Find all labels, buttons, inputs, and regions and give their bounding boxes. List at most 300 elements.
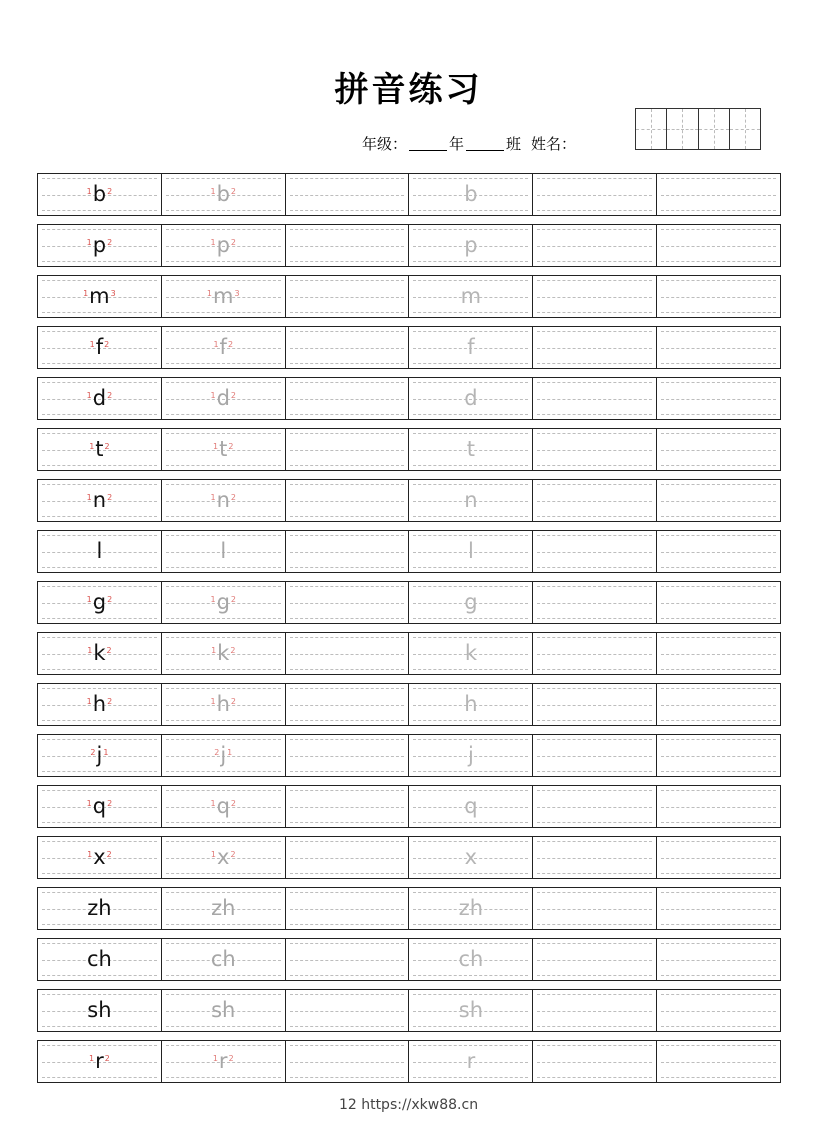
pinyin-letter: sh	[458, 998, 484, 1022]
stroke-order-number: 2	[230, 492, 236, 502]
trace-letter-cell	[162, 633, 286, 674]
pinyin-letter: l	[467, 539, 474, 563]
blank-writing-cell[interactable]	[657, 1041, 780, 1082]
pinyin-letter-group	[38, 327, 161, 368]
pinyin-letter-group	[409, 480, 532, 521]
four-line-guides	[661, 331, 776, 364]
stroke-order-number: 1	[212, 1053, 218, 1063]
blank-writing-cell[interactable]	[657, 633, 780, 674]
pinyin-letter-group	[38, 735, 161, 776]
four-line-guides	[290, 790, 405, 823]
four-line-guides	[290, 382, 405, 415]
ghost-letter-cell[interactable]	[409, 531, 533, 572]
blank-writing-cell[interactable]	[286, 480, 410, 521]
pinyin-letter-group	[162, 531, 285, 572]
stroke-order-number: 1	[89, 441, 95, 451]
stroke-order-number: 2	[228, 1053, 234, 1063]
practice-row	[37, 989, 781, 1032]
ghost-letter-cell[interactable]	[409, 786, 533, 827]
ghost-letter-cell[interactable]	[409, 684, 533, 725]
stroke-order-number: 2	[106, 849, 112, 859]
four-line-guides	[537, 943, 652, 976]
trace-letter-cell	[162, 684, 286, 725]
four-line-guides	[290, 535, 405, 568]
four-line-guides	[661, 178, 776, 211]
blank-writing-cell[interactable]	[657, 837, 780, 878]
pinyin-letter: k	[464, 641, 477, 665]
stroke-order-number: 2	[90, 747, 96, 757]
blank-writing-cell[interactable]	[286, 378, 410, 419]
class-blank[interactable]	[466, 149, 504, 151]
four-line-guides	[290, 892, 405, 925]
blank-writing-cell[interactable]	[533, 429, 657, 470]
four-line-guides	[537, 535, 652, 568]
pinyin-letter-group	[38, 1041, 161, 1082]
four-line-guides	[290, 637, 405, 670]
stroke-order-number: 2	[107, 492, 113, 502]
stroke-order-number: 2	[107, 798, 113, 808]
page-title: 拼音练习	[334, 70, 483, 110]
trace-letter-cell	[162, 327, 286, 368]
blank-writing-cell[interactable]	[286, 582, 410, 623]
pinyin-letter: l	[96, 539, 103, 563]
stroke-order-number: 2	[230, 645, 236, 655]
four-line-guides	[537, 994, 652, 1027]
stroke-order-number: 2	[214, 747, 220, 757]
practice-row	[37, 938, 781, 981]
blank-writing-cell[interactable]	[657, 327, 780, 368]
model-letter-cell	[38, 633, 162, 674]
blank-writing-cell[interactable]	[286, 888, 410, 929]
blank-writing-cell[interactable]	[533, 990, 657, 1031]
blank-writing-cell[interactable]	[533, 939, 657, 980]
practice-row	[37, 224, 781, 267]
four-line-guides	[661, 382, 776, 415]
pinyin-letter: t	[466, 437, 476, 461]
blank-writing-cell[interactable]	[533, 735, 657, 776]
four-line-guides	[290, 688, 405, 721]
stroke-order-number: 2	[104, 441, 110, 451]
stroke-order-number: 1	[89, 339, 95, 349]
pinyin-letter-group	[38, 837, 161, 878]
blank-writing-cell[interactable]	[286, 837, 410, 878]
ghost-letter-cell[interactable]	[409, 939, 533, 980]
blank-writing-cell[interactable]	[286, 684, 410, 725]
blank-writing-cell[interactable]	[657, 531, 780, 572]
pinyin-letter: k	[217, 641, 230, 665]
model-letter-cell	[38, 225, 162, 266]
stroke-order-number: 1	[213, 441, 219, 451]
four-line-guides	[537, 790, 652, 823]
blank-writing-cell[interactable]	[286, 786, 410, 827]
four-line-guides	[537, 382, 652, 415]
stroke-order-number: 2	[228, 441, 234, 451]
stroke-order-number: 1	[211, 645, 217, 655]
stroke-order-number: 1	[87, 849, 93, 859]
pinyin-letter: ch	[210, 947, 236, 971]
pinyin-letter: p	[92, 233, 107, 257]
pinyin-letter-group	[162, 735, 285, 776]
pinyin-letter-group	[409, 939, 532, 980]
pinyin-letter: ch	[458, 947, 484, 971]
pinyin-letter-group	[162, 990, 285, 1031]
blank-writing-cell[interactable]	[286, 990, 410, 1031]
pinyin-letter: p	[464, 233, 478, 257]
stroke-order-number: 2	[230, 186, 236, 196]
blank-writing-cell[interactable]	[286, 276, 410, 317]
stroke-order-number: 1	[86, 390, 92, 400]
name-box-cell[interactable]	[636, 109, 667, 149]
model-letter-cell	[38, 531, 162, 572]
four-line-guides	[661, 280, 776, 313]
pinyin-letter-group	[409, 633, 532, 674]
blank-writing-cell[interactable]	[533, 837, 657, 878]
stroke-order-number: 3	[234, 288, 240, 298]
blank-writing-cell[interactable]	[657, 378, 780, 419]
pinyin-letter: x	[464, 845, 478, 869]
four-line-guides	[661, 637, 776, 670]
pinyin-letter: b	[216, 182, 230, 206]
four-line-guides	[537, 637, 652, 670]
trace-letter-cell	[162, 582, 286, 623]
trace-letter-cell	[162, 888, 286, 929]
pinyin-letter: j	[467, 743, 474, 767]
four-line-guides	[661, 841, 776, 874]
practice-row	[37, 275, 781, 318]
blank-writing-cell[interactable]	[533, 378, 657, 419]
trace-letter-cell	[162, 174, 286, 215]
pinyin-letter-group	[162, 429, 285, 470]
trace-letter-cell	[162, 225, 286, 266]
pinyin-letter: f	[467, 335, 475, 359]
stroke-order-number: 2	[230, 696, 236, 706]
pinyin-letter-group	[162, 837, 285, 878]
blank-writing-cell[interactable]	[286, 429, 410, 470]
pinyin-letter: m	[89, 284, 110, 308]
model-letter-cell	[38, 174, 162, 215]
stroke-order-number: 1	[86, 594, 92, 604]
blank-writing-cell[interactable]	[286, 633, 410, 674]
model-letter-cell	[38, 276, 162, 317]
four-line-guides	[661, 790, 776, 823]
stroke-order-number: 1	[86, 237, 92, 247]
stroke-order-number: 2	[104, 339, 110, 349]
practice-row	[37, 683, 781, 726]
blank-writing-cell[interactable]	[533, 531, 657, 572]
trace-letter-cell	[162, 480, 286, 521]
student-info-line	[362, 133, 576, 154]
trace-letter-cell	[162, 378, 286, 419]
model-letter-cell	[38, 888, 162, 929]
ghost-letter-cell[interactable]	[409, 327, 533, 368]
pinyin-letter: n	[216, 488, 230, 512]
ghost-letter-cell[interactable]	[409, 429, 533, 470]
model-letter-cell	[38, 837, 162, 878]
trace-letter-cell	[162, 531, 286, 572]
blank-writing-cell[interactable]	[286, 327, 410, 368]
stroke-order-number: 1	[210, 186, 216, 196]
pinyin-letter: h	[216, 692, 230, 716]
trace-letter-cell	[162, 429, 286, 470]
pinyin-letter-group	[38, 531, 161, 572]
pinyin-letter: p	[216, 233, 230, 257]
four-line-guides	[661, 433, 776, 466]
pinyin-letter: f	[95, 335, 104, 359]
pinyin-letter-group	[409, 990, 532, 1031]
blank-writing-cell[interactable]	[657, 429, 780, 470]
practice-row	[37, 326, 781, 369]
stroke-order-number: 1	[227, 747, 233, 757]
pinyin-letter: sh	[87, 998, 112, 1022]
pinyin-letter-group	[409, 1041, 532, 1082]
ghost-letter-cell[interactable]	[409, 735, 533, 776]
four-line-guides	[661, 994, 776, 1027]
four-line-guides	[537, 586, 652, 619]
pinyin-letter-group	[38, 990, 161, 1031]
blank-writing-cell[interactable]	[533, 1041, 657, 1082]
model-letter-cell	[38, 786, 162, 827]
practice-row	[37, 632, 781, 675]
stroke-order-number: 2	[227, 339, 234, 349]
four-line-guides	[290, 433, 405, 466]
four-line-guides	[290, 1045, 405, 1078]
pinyin-letter: x	[217, 845, 230, 869]
four-line-guides	[661, 586, 776, 619]
four-line-guides	[290, 484, 405, 517]
stroke-order-number: 1	[213, 339, 219, 349]
stroke-order-number: 2	[104, 1053, 110, 1063]
blank-writing-cell[interactable]	[533, 888, 657, 929]
name-writing-box[interactable]	[635, 108, 761, 150]
pinyin-letter: j	[220, 743, 227, 767]
practice-row	[37, 785, 781, 828]
four-line-guides	[537, 688, 652, 721]
stroke-order-number: 2	[230, 237, 236, 247]
pinyin-letter-group	[38, 276, 161, 317]
blank-writing-cell[interactable]	[657, 939, 780, 980]
blank-writing-cell[interactable]	[533, 327, 657, 368]
four-line-guides	[661, 229, 776, 262]
practice-grid	[37, 173, 781, 1091]
pinyin-letter-group	[38, 786, 161, 827]
pinyin-letter-group	[162, 327, 285, 368]
ghost-letter-cell[interactable]	[409, 1041, 533, 1082]
pinyin-letter-group	[409, 888, 532, 929]
pinyin-letter-group	[162, 174, 285, 215]
blank-writing-cell[interactable]	[286, 735, 410, 776]
blank-writing-cell[interactable]	[533, 225, 657, 266]
pinyin-letter-group	[162, 633, 285, 674]
name-box-cell[interactable]	[667, 109, 698, 149]
pinyin-letter-group	[162, 939, 285, 980]
trace-letter-cell	[162, 735, 286, 776]
ghost-letter-cell[interactable]	[409, 837, 533, 878]
pinyin-letter: f	[219, 335, 227, 359]
pinyin-letter: d	[216, 386, 230, 410]
blank-writing-cell[interactable]	[286, 174, 410, 215]
blank-writing-cell[interactable]	[657, 888, 780, 929]
blank-writing-cell[interactable]	[286, 939, 410, 980]
practice-row	[37, 428, 781, 471]
name-box-cell[interactable]	[730, 109, 760, 149]
stroke-order-number: 3	[110, 288, 116, 298]
pinyin-letter-group	[38, 225, 161, 266]
blank-writing-cell[interactable]	[286, 225, 410, 266]
blank-writing-cell[interactable]	[657, 990, 780, 1031]
ghost-letter-cell[interactable]	[409, 480, 533, 521]
stroke-order-number: 2	[107, 594, 113, 604]
pinyin-letter: g	[216, 590, 230, 614]
trace-letter-cell	[162, 786, 286, 827]
stroke-order-number: 2	[107, 390, 113, 400]
stroke-order-number: 1	[206, 288, 212, 298]
four-line-guides	[661, 943, 776, 976]
blank-writing-cell[interactable]	[286, 1041, 410, 1082]
ghost-letter-cell[interactable]	[409, 990, 533, 1031]
pinyin-letter-group	[38, 582, 161, 623]
blank-writing-cell[interactable]	[533, 786, 657, 827]
trace-letter-cell	[162, 837, 286, 878]
four-line-guides	[537, 280, 652, 313]
stroke-order-number: 1	[86, 492, 92, 502]
blank-writing-cell[interactable]	[657, 582, 780, 623]
pinyin-letter: zh	[87, 896, 112, 920]
pinyin-letter-group	[38, 429, 161, 470]
trace-letter-cell	[162, 276, 286, 317]
ghost-letter-cell[interactable]	[409, 633, 533, 674]
four-line-guides	[290, 994, 405, 1027]
four-line-guides	[290, 331, 405, 364]
blank-writing-cell[interactable]	[657, 174, 780, 215]
stroke-order-number: 1	[210, 492, 216, 502]
pinyin-letter-group	[38, 480, 161, 521]
pinyin-letter-group	[409, 174, 532, 215]
pinyin-letter-group	[162, 276, 285, 317]
pinyin-letter: b	[464, 182, 478, 206]
stroke-order-number: 1	[103, 747, 109, 757]
blank-writing-cell[interactable]	[533, 480, 657, 521]
four-line-guides	[661, 1045, 776, 1078]
stroke-order-number: 1	[89, 1053, 95, 1063]
four-line-guides	[537, 229, 652, 262]
pinyin-letter: m	[213, 284, 234, 308]
grade-label: 年级：	[362, 135, 408, 153]
stroke-order-number: 2	[107, 237, 113, 247]
blank-writing-cell[interactable]	[286, 531, 410, 572]
model-letter-cell	[38, 990, 162, 1031]
pinyin-letter: k	[93, 641, 106, 665]
ghost-letter-cell[interactable]	[409, 582, 533, 623]
stroke-order-number: 2	[106, 645, 112, 655]
pinyin-letter-group	[409, 531, 532, 572]
pinyin-letter: x	[93, 845, 106, 869]
blank-writing-cell[interactable]	[533, 582, 657, 623]
practice-row	[37, 1040, 781, 1083]
practice-row	[37, 530, 781, 573]
pinyin-letter: zh	[458, 896, 484, 920]
pinyin-letter-group	[409, 786, 532, 827]
page-footer: 12 https://xkw88.cn	[338, 1097, 479, 1113]
name-box-cell[interactable]	[699, 109, 730, 149]
pinyin-letter: h	[464, 692, 478, 716]
grade-blank[interactable]	[409, 149, 447, 151]
pinyin-letter: d	[464, 386, 478, 410]
ghost-letter-cell[interactable]	[409, 378, 533, 419]
pinyin-letter: t	[219, 437, 228, 461]
class-suffix: 班	[506, 135, 522, 153]
four-line-guides	[537, 739, 652, 772]
pinyin-letter-group	[409, 582, 532, 623]
pinyin-letter: j	[96, 743, 103, 767]
four-line-guides	[537, 484, 652, 517]
blank-writing-cell[interactable]	[533, 174, 657, 215]
pinyin-letter: t	[95, 437, 104, 461]
four-line-guides	[290, 943, 405, 976]
pinyin-letter: n	[92, 488, 107, 512]
stroke-order-number: 2	[230, 849, 236, 859]
stroke-order-number: 1	[83, 288, 89, 298]
stroke-order-number: 1	[86, 696, 92, 706]
ghost-letter-cell[interactable]	[409, 174, 533, 215]
pinyin-letter-group	[409, 735, 532, 776]
pinyin-letter: ch	[86, 947, 112, 971]
model-letter-cell	[38, 378, 162, 419]
four-line-guides	[537, 178, 652, 211]
four-line-guides	[290, 586, 405, 619]
pinyin-letter-group	[162, 480, 285, 521]
pinyin-letter: d	[92, 386, 107, 410]
trace-letter-cell	[162, 990, 286, 1031]
year-suffix: 年	[449, 135, 465, 153]
model-letter-cell	[38, 735, 162, 776]
stroke-order-number: 2	[230, 594, 236, 604]
pinyin-letter: h	[92, 692, 107, 716]
ghost-letter-cell[interactable]	[409, 225, 533, 266]
blank-writing-cell[interactable]	[533, 684, 657, 725]
pinyin-letter: g	[464, 590, 478, 614]
blank-writing-cell[interactable]	[533, 276, 657, 317]
blank-writing-cell[interactable]	[533, 633, 657, 674]
practice-row	[37, 581, 781, 624]
pinyin-letter: r	[466, 1049, 476, 1073]
pinyin-letter-group	[38, 684, 161, 725]
blank-writing-cell[interactable]	[657, 480, 780, 521]
model-letter-cell	[38, 582, 162, 623]
pinyin-letter-group	[162, 582, 285, 623]
pinyin-letter-group	[38, 378, 161, 419]
blank-writing-cell[interactable]	[657, 735, 780, 776]
four-line-guides	[290, 178, 405, 211]
pinyin-letter-group	[38, 939, 161, 980]
ghost-letter-cell[interactable]	[409, 276, 533, 317]
four-line-guides	[290, 229, 405, 262]
practice-row	[37, 836, 781, 879]
stroke-order-number: 1	[210, 237, 216, 247]
four-line-guides	[661, 688, 776, 721]
blank-writing-cell[interactable]	[657, 786, 780, 827]
trace-letter-cell	[162, 939, 286, 980]
pinyin-letter-group	[409, 327, 532, 368]
blank-writing-cell[interactable]	[657, 225, 780, 266]
stroke-order-number: 1	[87, 645, 93, 655]
stroke-order-number: 1	[210, 849, 217, 859]
pinyin-letter: r	[218, 1049, 228, 1073]
blank-writing-cell[interactable]	[657, 684, 780, 725]
ghost-letter-cell[interactable]	[409, 888, 533, 929]
stroke-order-number: 1	[210, 390, 216, 400]
four-line-guides	[661, 484, 776, 517]
blank-writing-cell[interactable]	[657, 276, 780, 317]
